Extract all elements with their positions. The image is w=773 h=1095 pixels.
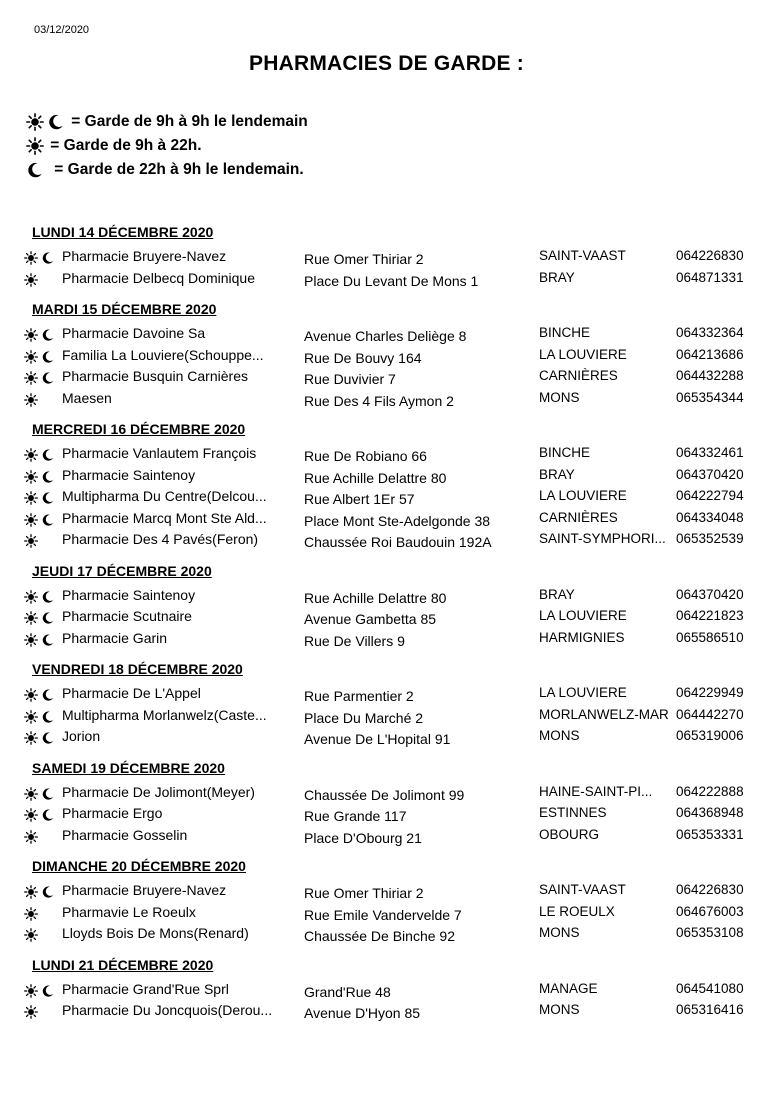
pharmacy-phone: 064226830: [676, 248, 744, 263]
moon-icon: [41, 731, 55, 745]
legend-symbols: [26, 161, 44, 179]
pharmacy-city: SAINT-VAAST: [539, 248, 626, 263]
pharmacy-name: Familia La Louviere(Schouppe...: [62, 346, 264, 363]
sun-icon: [26, 137, 44, 155]
sun-icon: [24, 534, 38, 548]
moon-icon: [41, 688, 55, 702]
pharmacy-address: Rue Des 4 Fils Aymon 2: [304, 392, 454, 409]
pharmacy-phone: 065319006: [676, 728, 744, 743]
pharmacy-row: [0, 248, 773, 270]
pharmacy-city: BINCHE: [539, 325, 591, 340]
sun-icon: [24, 787, 38, 801]
pharmacy-phone: 064222888: [676, 783, 744, 799]
pharmacy-row: [0, 1002, 773, 1024]
pharmacy-phone: 064370420: [676, 586, 744, 602]
pharmacy-city: LA LOUVIERE: [539, 346, 627, 362]
pharmacy-city: HAINE-SAINT-PI...: [539, 783, 653, 799]
pharmacy-name: Pharmacie Marcq Mont Ste Ald...: [62, 509, 267, 526]
pharmacy-address: Place Mont Ste-Adelgonde 38: [304, 512, 491, 529]
sun-icon: [24, 470, 38, 484]
sun-icon: [24, 907, 38, 921]
pharmacy-city: CARNIÈRES: [539, 368, 618, 383]
duty-symbols: [24, 630, 60, 650]
pharmacy-row: [0, 390, 773, 412]
pharmacy-phone: 064334048: [676, 509, 744, 525]
day-block: [0, 297, 773, 411]
duty-symbols: [24, 805, 60, 825]
moon-icon: [41, 328, 55, 342]
pharmacy-address: Chaussée De Jolimont 99: [304, 786, 465, 803]
day-block: [0, 657, 773, 750]
pharmacy-phone: 064676003: [676, 903, 744, 919]
pharmacy-address: Avenue Charles Deliège 8: [304, 328, 467, 344]
pharmacy-name: Pharmacie De L'Appel: [62, 685, 201, 701]
pharmacy-row: [0, 467, 773, 489]
moon-icon: [41, 611, 55, 625]
day-block: [0, 220, 773, 291]
pharmacy-address: Rue Emile Vandervelde 7: [304, 906, 462, 923]
sun-icon: [24, 611, 38, 625]
pharmacy-address: Avenue De L'Hopital 91: [304, 731, 451, 747]
duty-symbols: [24, 707, 60, 727]
duty-symbols: [24, 587, 60, 607]
pharmacy-city: BRAY: [539, 586, 575, 602]
pharmacy-phone: 065586510: [676, 629, 744, 645]
pharmacy-name: Pharmacie Scutnaire: [62, 608, 192, 624]
sun-icon: [24, 448, 38, 462]
pharmacy-city: MONS: [539, 925, 580, 940]
day-header: LUNDI 21 DÉCEMBRE 2020: [32, 956, 214, 973]
pharmacy-phone: 064332461: [676, 445, 744, 460]
pharmacy-address: Rue De Robiano 66: [304, 448, 427, 464]
sun-icon: [24, 1005, 38, 1019]
pharmacy-name: Pharmacie Delbecq Dominique: [62, 269, 255, 286]
pharmacy-address: Rue Grande 117: [304, 808, 407, 824]
day-header: MARDI 15 DÉCEMBRE 2020: [32, 301, 217, 317]
pharmacy-city: SAINT-SYMPHORI...: [539, 531, 666, 546]
pharmacy-city: SAINT-VAAST: [539, 882, 626, 897]
pharmacy-city: MANAGE: [539, 980, 598, 996]
sun-icon: [24, 731, 38, 745]
moon-icon: [41, 513, 55, 527]
sun-icon: [24, 928, 38, 942]
pharmacy-address: Avenue D'Hyon 85: [304, 1005, 421, 1021]
sun-icon: [24, 830, 38, 844]
pharmacy-name: Multipharma Du Centre(Delcou...: [62, 488, 267, 504]
pharmacy-name: Pharmavie Le Roeulx: [62, 903, 196, 920]
moon-icon: [41, 590, 55, 604]
pharmacy-row: [0, 925, 773, 947]
sun-icon: [24, 633, 38, 647]
moon-icon: [41, 448, 55, 462]
legend-text: = Garde de 22h à 9h le lendemain.: [50, 161, 304, 178]
pharmacy-city: BRAY: [539, 269, 575, 285]
legend-symbols: [26, 137, 44, 155]
duty-symbols: [24, 510, 60, 530]
pharmacy-row: [0, 531, 773, 553]
moon-icon: [41, 491, 55, 505]
pharmacy-address: Rue Achille Delattre 80: [304, 589, 447, 606]
duty-schedule: [0, 216, 773, 1030]
pharmacy-row: [0, 510, 773, 532]
pharmacy-phone: 064368948: [676, 805, 744, 820]
pharmacy-address: Rue De Bouvy 164: [304, 349, 422, 366]
pharmacy-phone: 064222794: [676, 488, 744, 503]
moon-icon: [41, 470, 55, 484]
pharmacy-city: MONS: [539, 728, 580, 743]
pharmacy-name: Pharmacie Saintenoy: [62, 466, 196, 483]
pharmacy-row: [0, 630, 773, 652]
pharmacy-name: Pharmacie Ergo: [62, 805, 163, 821]
pharmacy-address: Rue Albert 1Er 57: [304, 491, 415, 507]
moon-icon: [41, 350, 55, 364]
day-header: VENDREDI 18 DÉCEMBRE 2020: [32, 661, 243, 677]
moon-icon: [41, 371, 55, 385]
pharmacy-address: Place Du Levant De Mons 1: [304, 272, 479, 289]
pharmacy-row: [0, 270, 773, 292]
pharmacy-name: Pharmacie Busquin Carnières: [62, 368, 248, 384]
pharmacy-city: MORLANWELZ-MAR: [539, 706, 669, 722]
legend-text: = Garde de 9h à 9h le lendemain: [67, 113, 308, 130]
sun-icon: [24, 491, 38, 505]
pharmacy-row: [0, 445, 773, 467]
duty-symbols: [24, 445, 60, 465]
duty-symbols: [24, 1002, 60, 1022]
pharmacy-city: LE ROEULX: [539, 903, 615, 919]
pharmacy-city: MONS: [539, 1002, 580, 1017]
day-block: [0, 854, 773, 947]
sun-icon: [24, 513, 38, 527]
pharmacy-address: Chaussée De Binche 92: [304, 928, 455, 944]
pharmacy-phone: 064213686: [676, 346, 744, 362]
pharmacy-row: [0, 707, 773, 729]
duty-symbols: [24, 347, 60, 367]
sun-icon: [24, 710, 38, 724]
pharmacy-address: Rue Achille Delattre 80: [304, 469, 447, 486]
sun-icon: [24, 350, 38, 364]
duty-symbols: [24, 248, 60, 268]
pharmacy-phone: 064332364: [676, 325, 744, 340]
pharmacy-address: Rue Duvivier 7: [304, 371, 396, 387]
day-block: [0, 756, 773, 849]
sun-icon: [24, 273, 38, 287]
duty-symbols: [24, 925, 60, 945]
moon-icon: [41, 710, 55, 724]
duty-symbols: [24, 904, 60, 924]
moon-icon: [41, 984, 55, 998]
pharmacy-address: Chaussée Roi Baudouin 192A: [304, 534, 492, 550]
moon-icon: [41, 251, 55, 265]
pharmacy-name: Lloyds Bois De Mons(Renard): [62, 925, 249, 941]
pharmacy-row: [0, 904, 773, 926]
duty-symbols: [24, 390, 60, 410]
pharmacy-name: Pharmacie Grand'Rue Sprl: [62, 980, 229, 997]
pharmacy-name: Pharmacie De Jolimont(Meyer): [62, 783, 255, 800]
duty-symbols: [24, 685, 60, 705]
day-header: LUNDI 14 DÉCEMBRE 2020: [32, 224, 214, 240]
pharmacy-name: Pharmacie Garin: [62, 629, 168, 646]
sun-icon: [24, 393, 38, 407]
day-header: SAMEDI 19 DÉCEMBRE 2020: [32, 759, 225, 776]
duty-symbols: [24, 608, 60, 628]
duty-symbols: [24, 368, 60, 388]
pharmacy-name: Pharmacie Bruyere-Navez: [62, 248, 227, 264]
day-header: MERCREDI 16 DÉCEMBRE 2020: [32, 421, 246, 437]
duty-symbols: [24, 467, 60, 487]
pharmacy-phone: 064432288: [676, 368, 744, 383]
pharmacy-address: Place D'Obourg 21: [304, 829, 422, 846]
pharmacy-row: [0, 608, 773, 630]
pharmacy-row: [0, 882, 773, 904]
sun-icon: [26, 113, 44, 131]
sun-icon: [24, 688, 38, 702]
pharmacy-row: [0, 488, 773, 510]
day-block: [0, 417, 773, 553]
pharmacy-row: [0, 347, 773, 369]
pharmacy-row: [0, 805, 773, 827]
pharmacy-city: CARNIÈRES: [539, 509, 618, 525]
moon-icon: [41, 787, 55, 801]
pharmacy-address: Grand'Rue 48: [304, 983, 391, 1000]
pharmacy-name: Pharmacie Vanlautem François: [62, 445, 257, 461]
pharmacy-name: Pharmacie Bruyere-Navez: [62, 882, 227, 898]
legend-symbols: [26, 113, 65, 131]
pharmacy-name: Multipharma Morlanwelz(Caste...: [62, 706, 267, 723]
legend-line: [26, 110, 308, 134]
pharmacy-phone: 065353108: [676, 925, 744, 940]
sun-icon: [24, 808, 38, 822]
sun-icon: [24, 590, 38, 604]
pharmacy-city: LA LOUVIERE: [539, 488, 627, 503]
pharmacy-name: Pharmacie Saintenoy: [62, 586, 196, 603]
pharmacy-name: Pharmacie Du Joncquois(Derou...: [62, 1002, 273, 1018]
duty-symbols: [24, 981, 60, 1001]
pharmacy-city: HARMIGNIES: [539, 629, 625, 645]
sun-icon: [24, 984, 38, 998]
pharmacy-city: BINCHE: [539, 445, 591, 460]
pharmacy-phone: 064871331: [676, 269, 744, 285]
day-block: [0, 953, 773, 1024]
moon-icon: [41, 885, 55, 899]
pharmacy-city: MONS: [539, 389, 580, 405]
duty-symbols: [24, 325, 60, 345]
pharmacy-phone: 065353331: [676, 826, 744, 842]
pharmacy-phone: 064221823: [676, 608, 744, 623]
pharmacy-phone: 065352539: [676, 531, 744, 546]
pharmacy-name: Pharmacie Davoine Sa: [62, 325, 206, 341]
legend-line: [26, 158, 308, 182]
legend: [26, 110, 308, 182]
pharmacy-name: Maesen: [62, 389, 112, 406]
pharmacy-row: [0, 368, 773, 390]
moon-icon: [41, 808, 55, 822]
pharmacy-address: Place Du Marché 2: [304, 709, 424, 726]
duty-symbols: [24, 531, 60, 551]
pharmacy-phone: 065316416: [676, 1002, 744, 1017]
duty-symbols: [24, 784, 60, 804]
duty-symbols: [24, 270, 60, 290]
pharmacy-phone: 064370420: [676, 466, 744, 482]
duty-symbols: [24, 827, 60, 847]
page-title: PHARMACIES DE GARDE :: [249, 52, 524, 75]
pharmacy-row: [0, 728, 773, 750]
moon-icon: [41, 633, 55, 647]
sun-icon: [24, 885, 38, 899]
pharmacy-address: Rue Omer Thiriar 2: [304, 885, 424, 901]
pharmacy-address: Rue De Villers 9: [304, 632, 405, 649]
sun-icon: [24, 328, 38, 342]
day-header: JEUDI 17 DÉCEMBRE 2020: [32, 562, 212, 579]
day-header: DIMANCHE 20 DÉCEMBRE 2020: [32, 858, 246, 874]
pharmacy-row: [0, 685, 773, 707]
day-block: [0, 559, 773, 652]
pharmacy-phone: 064226830: [676, 882, 744, 897]
legend-text: = Garde de 9h à 22h.: [46, 137, 202, 154]
pharmacy-city: LA LOUVIERE: [539, 685, 627, 700]
pharmacy-row: [0, 325, 773, 347]
pharmacy-city: OBOURG: [539, 826, 600, 842]
pharmacy-address: Avenue Gambetta 85: [304, 611, 437, 627]
pharmacy-row: [0, 827, 773, 849]
document-date: 03/12/2020: [34, 24, 90, 36]
pharmacy-phone: 064442270: [676, 706, 744, 722]
pharmacy-address: Rue Parmentier 2: [304, 688, 414, 704]
pharmacy-address: Rue Omer Thiriar 2: [304, 251, 424, 267]
duty-symbols: [24, 882, 60, 902]
pharmacy-name: Pharmacie Des 4 Pavés(Feron): [62, 531, 259, 547]
pharmacy-name: Jorion: [62, 728, 101, 744]
pharmacy-phone: 064229949: [676, 685, 744, 700]
sun-icon: [24, 371, 38, 385]
pharmacy-name: Pharmacie Gosselin: [62, 826, 188, 843]
moon-icon: [26, 161, 44, 179]
pharmacy-phone: 064541080: [676, 980, 744, 996]
duty-symbols: [24, 728, 60, 748]
pharmacy-row: [0, 587, 773, 609]
moon-icon: [47, 113, 65, 131]
pharmacy-city: ESTINNES: [539, 805, 607, 820]
pharmacy-city: LA LOUVIERE: [539, 608, 627, 623]
pharmacy-city: BRAY: [539, 466, 575, 482]
pharmacy-row: [0, 784, 773, 806]
pharmacy-phone: 065354344: [676, 389, 744, 405]
pharmacy-row: [0, 981, 773, 1003]
duty-symbols: [24, 488, 60, 508]
sun-icon: [24, 251, 38, 265]
legend-line: [26, 134, 308, 158]
